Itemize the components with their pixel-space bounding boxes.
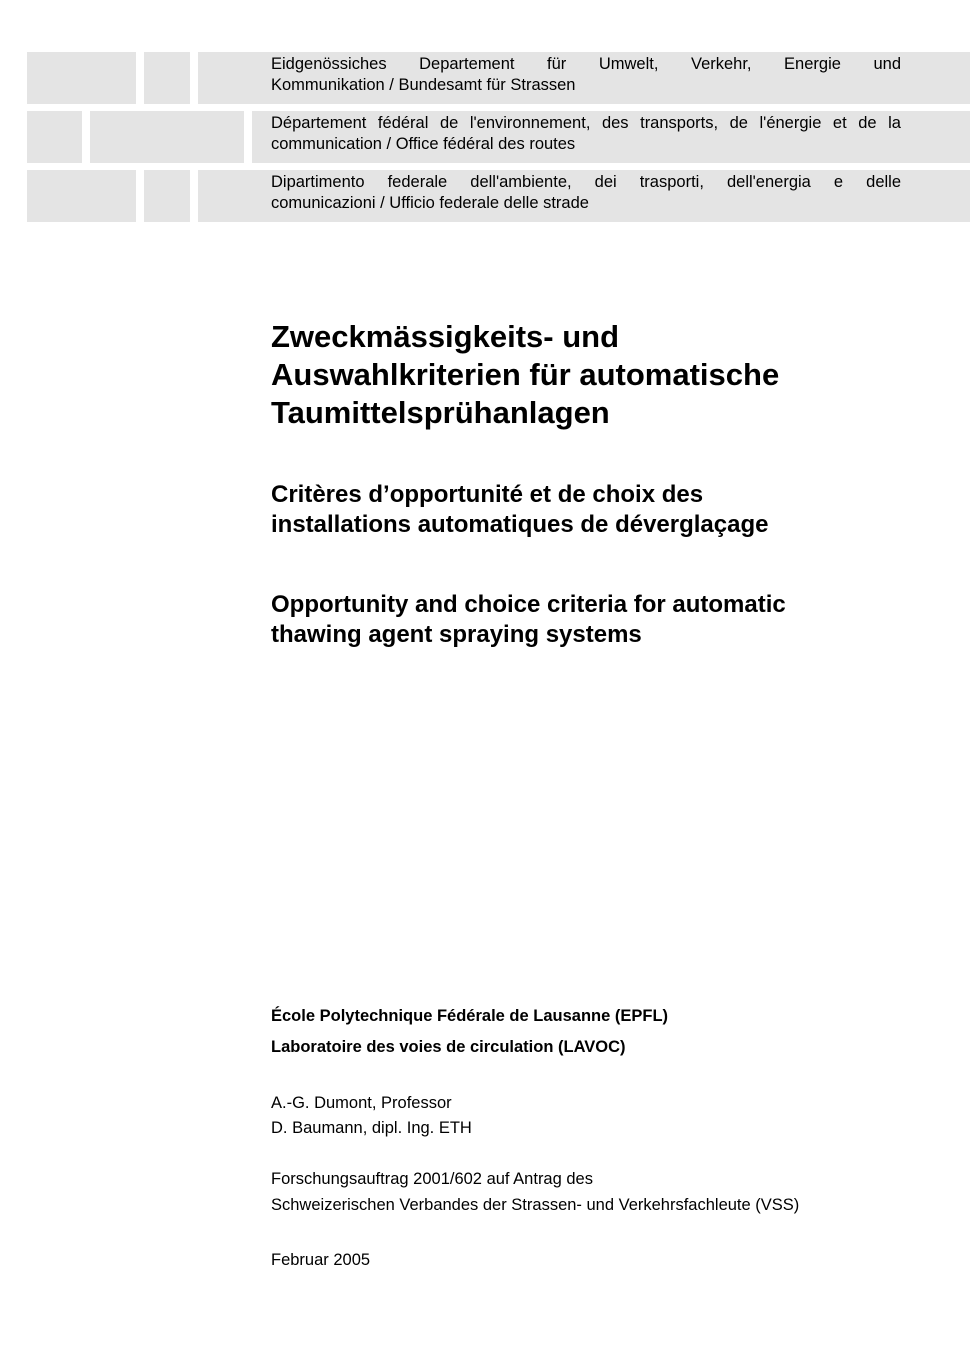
header-text-german	[271, 54, 901, 96]
header-line: Département fédéral de l'environnement, des transports, de l'énergie et de la	[271, 114, 901, 132]
title-line: Opportunity and choice criteria for automatic	[271, 591, 786, 618]
title-french	[271, 480, 921, 540]
header-band-german	[0, 52, 970, 104]
title-line: Taumittelsprühanlagen	[271, 395, 610, 430]
grey-block	[27, 52, 136, 104]
title-line: Critères d’opportunité et de choix des	[271, 481, 704, 508]
header-line: comunicazioni / Ufficio federale delle strade	[271, 194, 589, 212]
title-line: Zweckmässigkeits- und	[271, 319, 620, 354]
title-line: installations automatiques de déverglaçage	[271, 511, 769, 538]
author: D. Baumann, dipl. Ing. ETH	[271, 1119, 472, 1137]
grey-block	[27, 111, 82, 163]
title-english	[271, 590, 921, 650]
header-band-french	[0, 111, 970, 163]
header-line: Dipartimento federale dell'ambiente, dei trasporti, dell'energia e delle	[271, 173, 901, 191]
header-line: communication / Office fédéral des routes	[271, 135, 576, 153]
grey-block	[90, 111, 244, 163]
institution-laboratory: Laboratoire des voies de circulation (LAVOC)	[271, 1038, 626, 1056]
institution-school: École Polytechnique Fédérale de Lausanne (EPFL)	[271, 1007, 669, 1025]
research-contract: Forschungsauftrag 2001/602 auf Antrag des	[271, 1170, 593, 1188]
grey-block	[144, 170, 190, 222]
research-requester: Schweizerischen Verbandes der Strassen- und Verkehrsfachleute (VSS)	[271, 1196, 800, 1214]
header-text-italian	[271, 172, 901, 214]
grey-block	[27, 170, 136, 222]
publication-date: Februar 2005	[271, 1251, 371, 1269]
author: A.-G. Dumont, Professor	[271, 1094, 452, 1112]
header-band-italian	[0, 170, 970, 222]
title-line: Auswahlkriterien für automatische	[271, 357, 780, 392]
header-text-french	[271, 113, 901, 155]
header-line: Kommunikation / Bundesamt für Strassen	[271, 76, 576, 94]
title-german	[271, 318, 921, 432]
grey-block	[144, 52, 190, 104]
title-line: thawing agent spraying systems	[271, 621, 642, 648]
header-line: Eidgenössiches Departement für Umwelt, Verkehr, Energie und	[271, 55, 901, 73]
